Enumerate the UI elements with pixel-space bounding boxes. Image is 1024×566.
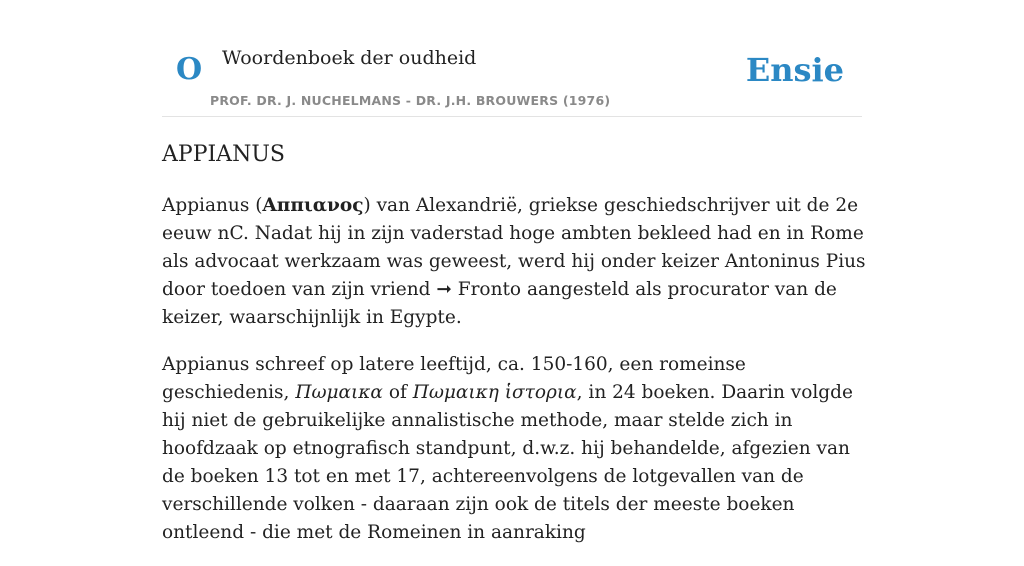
entry-title: APPIANUS [162, 142, 285, 167]
greek-name: Αππιανος [262, 195, 364, 216]
greek-title: Πωμαικη ἱστορια [412, 382, 577, 403]
text-run: Appianus schreef op latere leeftijd, ca. 150-160, een romeinse geschiedenis, [162, 354, 746, 403]
text-run: of [382, 382, 413, 403]
paragraph-2 [162, 351, 872, 547]
text-run: Fronto aangesteld als procurator van de keizer, waarschijnlijk in Egypte. [162, 279, 837, 328]
text-run: , in 24 boeken. Daarin volgde hij niet de gebruikelijke annalistische methode, maar stelde zich in hoofdzaak op etnografisch standpunt, d.w.z. hij behandelde, afgezien van de boeken 13 tot en met 17, achtereenvolgens de lotgevallen van de verschillende volken - daaraan zijn ook de titels der meeste boeken ontleend - die met de Romeinen in aanraking [162, 382, 853, 543]
header [162, 0, 862, 117]
authors-line: PROF. DR. J. NUCHELMANS - DR. J.H. BROUWERS (1976) [210, 93, 611, 108]
entry-body [162, 192, 872, 566]
letter-index-link[interactable]: O [176, 52, 203, 87]
greek-title: Πωμαικα [295, 382, 383, 403]
book-title-link[interactable]: Woordenboek der oudheid [222, 47, 477, 69]
text-run: ) van Alexandrië, griekse geschiedschrijver uit de 2e eeuw nC. Nadat hij in zijn vaderstad hoge ambten bekleed had en in Rome als advocaat werkzaam was geweest, werd hij onder keizer Antoninus Pius door toedoen van zijn vriend [162, 195, 866, 300]
cross-reference-arrow-icon[interactable]: ➞ [436, 279, 452, 300]
brand-logo[interactable]: Ensie [745, 51, 844, 89]
text-run: Appianus ( [162, 195, 263, 216]
paragraph-1 [162, 192, 872, 332]
